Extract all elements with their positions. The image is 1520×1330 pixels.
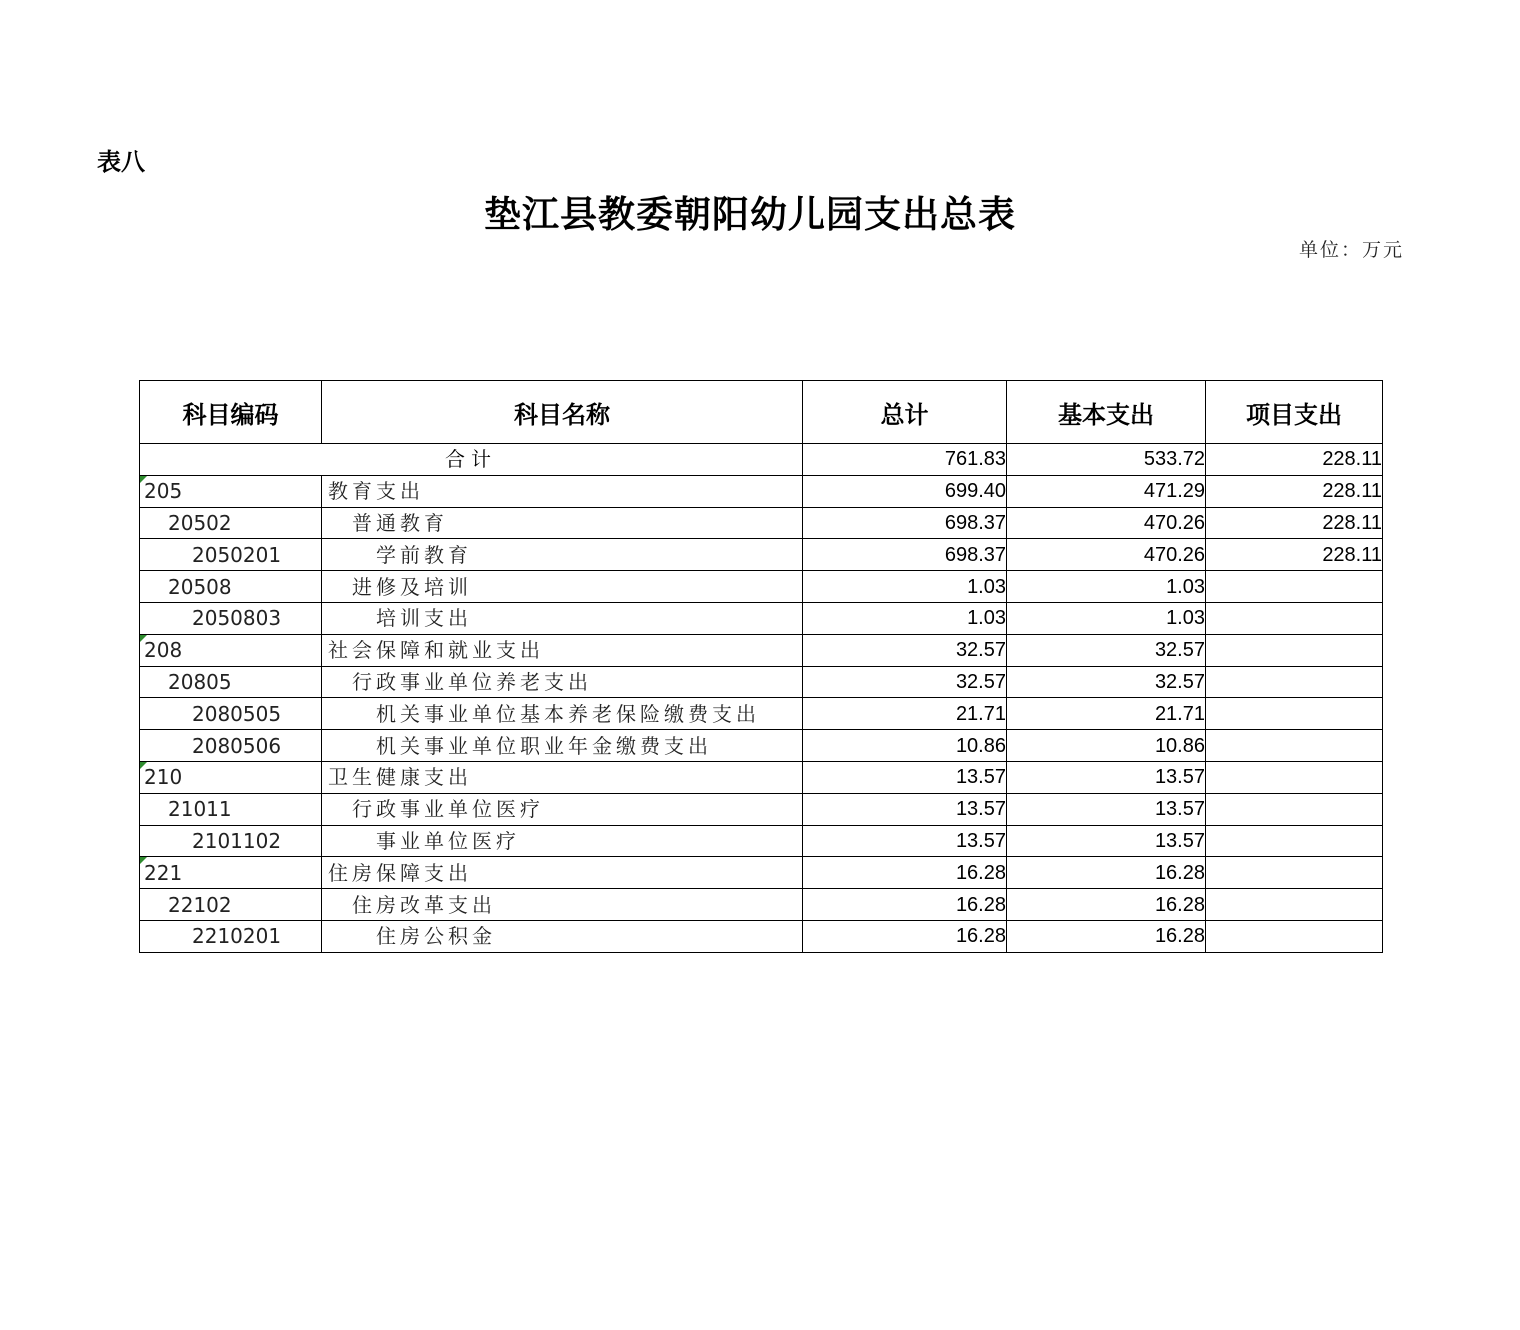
- table-row: [140, 889, 1383, 921]
- row-total: 13.57: [803, 825, 1007, 857]
- row-name: 住房改革支出: [322, 889, 803, 921]
- row-total: 698.37: [803, 539, 1007, 571]
- row-name: 卫生健康支出: [322, 761, 803, 793]
- row-project: [1206, 634, 1383, 666]
- row-name: 培训支出: [322, 602, 803, 634]
- table-row: [140, 730, 1383, 762]
- row-code-text: 208: [144, 638, 183, 663]
- table-row: [140, 602, 1383, 634]
- row-code-text: 2050803: [192, 606, 282, 631]
- table-row: [140, 761, 1383, 793]
- row-project: 228.11: [1206, 539, 1383, 571]
- cell-marker-icon: [140, 476, 147, 483]
- row-basic: 32.57: [1007, 666, 1206, 698]
- row-name: 机关事业单位基本养老保险缴费支出: [322, 698, 803, 730]
- row-name: 普通教育: [322, 507, 803, 539]
- row-project: [1206, 920, 1383, 952]
- row-code: [140, 634, 322, 666]
- row-basic: 471.29: [1007, 475, 1206, 507]
- row-total: 1.03: [803, 602, 1007, 634]
- row-code: [140, 571, 322, 603]
- cell-marker-icon: [140, 857, 147, 864]
- row-basic: 16.28: [1007, 857, 1206, 889]
- header-row: [140, 381, 1383, 444]
- table-row: [140, 634, 1383, 666]
- table-row: [140, 507, 1383, 539]
- table-row: [140, 793, 1383, 825]
- header-total: 总计: [803, 381, 1007, 444]
- row-code-text: 2080505: [192, 701, 282, 726]
- table-row: [140, 920, 1383, 952]
- total-cell-project: 228.11: [1206, 444, 1383, 476]
- table-row: [140, 475, 1383, 507]
- row-name: 进修及培训: [322, 571, 803, 603]
- row-code: [140, 857, 322, 889]
- row-name: 教育支出: [322, 475, 803, 507]
- row-basic: 16.28: [1007, 920, 1206, 952]
- row-total: 13.57: [803, 793, 1007, 825]
- row-code: [140, 825, 322, 857]
- row-total: 1.03: [803, 571, 1007, 603]
- row-project: [1206, 571, 1383, 603]
- row-code-text: 205: [144, 479, 183, 504]
- row-basic: 16.28: [1007, 889, 1206, 921]
- row-project: [1206, 602, 1383, 634]
- table-row: [140, 825, 1383, 857]
- row-name: 事业单位医疗: [322, 825, 803, 857]
- table-row: [140, 539, 1383, 571]
- expenditure-table: [139, 380, 1383, 953]
- row-project: [1206, 857, 1383, 889]
- header-name: 科目名称: [322, 381, 803, 444]
- row-total: 21.71: [803, 698, 1007, 730]
- row-code-text: 2080506: [192, 733, 282, 758]
- row-code-text: 2050201: [192, 542, 282, 567]
- row-project: [1206, 698, 1383, 730]
- row-code: [140, 889, 322, 921]
- row-code: [140, 761, 322, 793]
- row-basic: 32.57: [1007, 634, 1206, 666]
- cell-marker-icon: [140, 635, 147, 642]
- cell-marker-icon: [140, 762, 147, 769]
- row-total: 13.57: [803, 761, 1007, 793]
- table-header: [140, 381, 1383, 444]
- unit-label: 单位：万元: [1298, 239, 1404, 261]
- row-name: 行政事业单位养老支出: [322, 666, 803, 698]
- row-code-text: 22102: [168, 892, 232, 917]
- row-code: [140, 539, 322, 571]
- row-code: [140, 507, 322, 539]
- row-basic: 470.26: [1007, 539, 1206, 571]
- row-basic: 1.03: [1007, 602, 1206, 634]
- row-basic: 1.03: [1007, 571, 1206, 603]
- row-code-text: 221: [144, 860, 183, 885]
- row-basic: 21.71: [1007, 698, 1206, 730]
- row-code: [140, 475, 322, 507]
- row-code-text: 20508: [168, 574, 232, 599]
- row-name: 机关事业单位职业年金缴费支出: [322, 730, 803, 762]
- row-project: [1206, 666, 1383, 698]
- total-cell-total: 761.83: [803, 444, 1007, 476]
- row-basic: 13.57: [1007, 825, 1206, 857]
- row-code-text: 20805: [168, 669, 232, 694]
- row-total: 698.37: [803, 507, 1007, 539]
- row-project: [1206, 730, 1383, 762]
- row-total: 699.40: [803, 475, 1007, 507]
- row-code: [140, 666, 322, 698]
- total-label: 合计: [140, 444, 803, 476]
- row-total: 32.57: [803, 634, 1007, 666]
- total-row: [140, 444, 1383, 476]
- row-total: 16.28: [803, 920, 1007, 952]
- row-name: 住房公积金: [322, 920, 803, 952]
- table-row: [140, 698, 1383, 730]
- row-name: 社会保障和就业支出: [322, 634, 803, 666]
- row-code-text: 210: [144, 765, 183, 790]
- table-body: [140, 444, 1383, 953]
- header-basic: 基本支出: [1007, 381, 1206, 444]
- row-basic: 10.86: [1007, 730, 1206, 762]
- table-number: 表八: [97, 148, 145, 176]
- row-project: [1206, 825, 1383, 857]
- header-project: 项目支出: [1206, 381, 1383, 444]
- page-title: 垫江县教委朝阳幼儿园支出总表: [484, 192, 1016, 236]
- row-code: [140, 602, 322, 634]
- row-code-text: 2210201: [192, 924, 282, 949]
- row-code-text: 20502: [168, 510, 232, 535]
- row-total: 16.28: [803, 889, 1007, 921]
- row-basic: 470.26: [1007, 507, 1206, 539]
- table-row: [140, 857, 1383, 889]
- row-total: 16.28: [803, 857, 1007, 889]
- row-name: 住房保障支出: [322, 857, 803, 889]
- row-code: [140, 698, 322, 730]
- row-project: [1206, 761, 1383, 793]
- row-basic: 13.57: [1007, 793, 1206, 825]
- row-name: 学前教育: [322, 539, 803, 571]
- row-code-text: 21011: [168, 797, 232, 822]
- row-name: 行政事业单位医疗: [322, 793, 803, 825]
- row-code: [140, 920, 322, 952]
- header-code: 科目编码: [140, 381, 322, 444]
- row-code-text: 2101102: [192, 828, 282, 853]
- row-project: [1206, 889, 1383, 921]
- total-cell-basic: 533.72: [1007, 444, 1206, 476]
- row-project: [1206, 793, 1383, 825]
- row-total: 32.57: [803, 666, 1007, 698]
- row-project: 228.11: [1206, 507, 1383, 539]
- row-code: [140, 793, 322, 825]
- row-project: 228.11: [1206, 475, 1383, 507]
- row-code: [140, 730, 322, 762]
- row-total: 10.86: [803, 730, 1007, 762]
- table-row: [140, 666, 1383, 698]
- row-basic: 13.57: [1007, 761, 1206, 793]
- table-row: [140, 571, 1383, 603]
